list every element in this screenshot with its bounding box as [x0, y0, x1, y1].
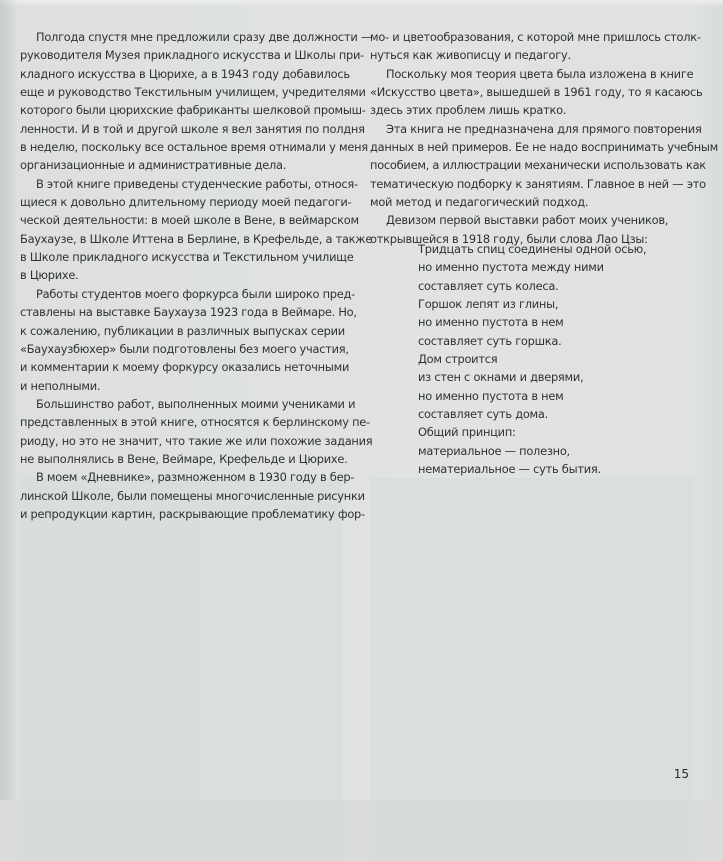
text-line: еще и руководство Текстильным училищем, учредителями — [20, 85, 366, 100]
page-number: 15 — [673, 767, 689, 781]
text-line: линской Школе, были помещены многочисленные рисунки — [20, 488, 365, 503]
text-line: тематическую подборку к занятиям. Главное в ней — это — [370, 176, 706, 191]
poem-line: но именно пустота между ними — [418, 260, 604, 275]
text-line: мо- и цветообразования, с которой мне пришлось столк- — [370, 30, 701, 44]
text-line: в Школе прикладного искусства и Текстильном училище — [20, 250, 354, 265]
poem-line: из стен с окнами и дверями, — [418, 370, 584, 385]
text-line: к сожалению, публикации в различных выпусках серии — [20, 323, 345, 338]
text-line: В моем «Дневнике», размноженном в 1930 году в бер- — [36, 470, 355, 485]
poem-line: составляет суть горшка. — [418, 333, 562, 348]
text-line: и репродукции картин, раскрывающие проблематику фор- — [20, 506, 365, 521]
poem-line: но именно пустота в нем — [418, 315, 564, 330]
text-line: и комментарии к моему форкурсу оказались неточными — [20, 360, 350, 375]
right-text-column — [370, 28, 719, 248]
show-through-image-left — [20, 478, 342, 861]
poem-line: Тридцать спиц соединены одной осью, — [418, 242, 647, 256]
text-line: Работы студентов моего форкурса были широко пред- — [36, 286, 356, 301]
text-line: Девизом первой выставки работ моих учеников, — [386, 213, 669, 228]
text-line: данных в ней примеров. Ее не надо воспринимать учебным — [370, 140, 719, 155]
text-line: в неделю, поскольку все остальное время отнимали у меня — [20, 140, 368, 155]
text-line: В этой книге приведены студенческие работы, относя- — [36, 176, 358, 191]
text-line: пособием, а иллюстрации механически использовать как — [370, 158, 706, 173]
poem-line: Дом строится — [418, 352, 498, 367]
show-through-image-right — [371, 478, 693, 861]
text-line: и неполными. — [20, 378, 101, 393]
text-line: ческой деятельности: в моей школе в Вене, в веймарском — [20, 213, 359, 228]
lao-tzu-quote — [418, 240, 646, 478]
text-line: щиеся к довольно длительному периоду моей педагоги- — [20, 195, 352, 210]
text-line: риоду, но это не значит, что такие же или похожие задания — [20, 433, 373, 448]
text-line: ленности. И в той и другой школе я вел занятия по полдня — [20, 121, 365, 136]
poem-line: составляет суть колеса. — [418, 278, 559, 293]
poem-line: Горшок лепят из глины, — [418, 297, 559, 312]
text-line: нуться как живописцу и педагогу. — [370, 48, 571, 63]
poem-line: но именно пустота в нем — [418, 388, 564, 403]
poem-line: составляет суть дома. — [418, 407, 548, 422]
text-line: Эта книга не предназначена для прямого повторения — [386, 121, 702, 136]
page-top-edge — [0, 0, 723, 6]
text-line: открывшейся в 1918 году, были слова Лао Цзы: — [370, 231, 648, 246]
text-line: кладного искусства в Цюрихе, а в 1943 году добавилось — [20, 66, 350, 81]
text-line: в Цюрихе. — [20, 268, 79, 283]
text-line: Поскольку моя теория цвета была изложена в книге — [386, 66, 694, 81]
text-line: мой метод и педагогический подход. — [370, 195, 589, 210]
poem-line: Общий принцип: — [418, 425, 516, 440]
poem-line: материальное — полезно, — [418, 443, 570, 458]
text-line: ставлены на выставке Баухауза 1923 года в Веймаре. Но, — [20, 305, 357, 320]
text-line: здесь этих проблем лишь кратко. — [370, 103, 567, 118]
text-line: «Баухаузбюхер» были подготовлены без моего участия, — [20, 341, 349, 356]
text-line: «Искусство цвета», вышедшей в 1961 году, то я касаюсь — [370, 85, 703, 100]
text-line: Большинство работ, выполненных моими учениками и — [36, 396, 356, 411]
text-line: представленных в этой книге, относятся к берлинскому пе- — [20, 415, 370, 430]
left-text-column — [20, 28, 373, 523]
text-line: организационные и административные дела. — [20, 158, 287, 173]
text-line: которого были цюрихские фабриканты шелковой промыш- — [20, 103, 366, 118]
text-line: Полгода спустя мне предложили сразу две должности — — [36, 30, 372, 44]
text-line: не выполнялись в Вене, Веймаре, Крефельде и Цюрихе. — [20, 451, 348, 466]
page-gutter-shadow — [0, 0, 18, 800]
text-line: Баухаузе, в Школе Иттена в Берлине, в Крефельде, а также — [20, 231, 373, 246]
poem-line: нематериальное — суть бытия. — [418, 462, 601, 477]
text-line: руководителя Музея прикладного искусства и Школы при- — [20, 48, 365, 63]
